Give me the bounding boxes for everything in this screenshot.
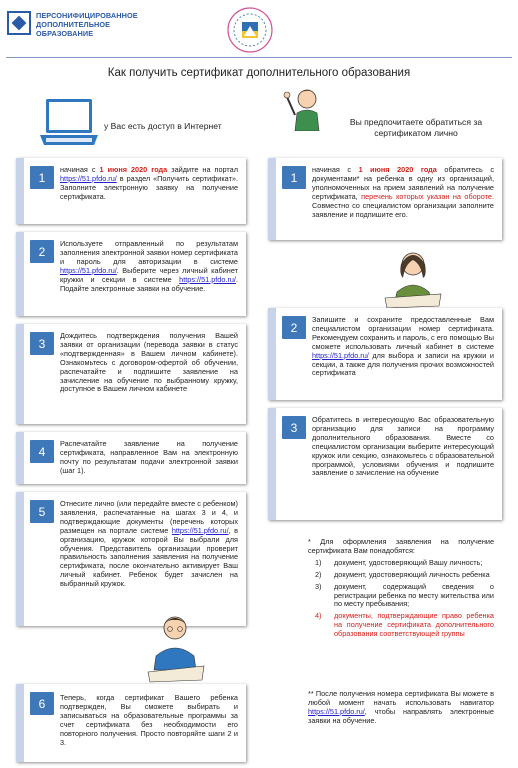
step-bar: [16, 324, 24, 424]
step-bar: [268, 308, 276, 400]
step-bar: [268, 158, 276, 240]
step-number: 2: [282, 316, 306, 339]
portal-link[interactable]: https://51.pfdo.ru/: [60, 173, 117, 183]
step-text: Теперь, когда сертификат Вашего ребенка подтвержден, Вы сможете выбирать и записываться на образовательные программы за счет сертификата без необходимости его повторного получения. Просто повторяйте шаги 2 и 3.: [60, 693, 238, 747]
step-number: 3: [30, 332, 54, 355]
left-step-6: [16, 684, 246, 762]
portal-link[interactable]: https://51.pfdo.ru/: [308, 706, 365, 716]
portal-link[interactable]: https://51.pfdo.ru/: [312, 350, 369, 360]
step-text: Используете отправленный по результатам заполнения электронной заявки номер сертификата и пароль для авторизации в системе https://51.pfdo.ru/. Выберите через личный кабинет кружки и секции в системе https://51.pfdo.ru/. Подайте электронные заявки на обучение.: [60, 239, 238, 293]
right-step-1: [268, 158, 502, 240]
documents-note-intro: * Для оформления заявления на получение сертификата Вам понадобятся:: [308, 537, 494, 555]
documents-list: [308, 559, 494, 639]
step-number: 3: [282, 416, 306, 439]
step-number: 2: [30, 240, 54, 263]
org-logo-text: ПЕРСОНИФИЦИРОВАННОЕ ДОПОЛНИТЕЛЬНОЕ ОБРАЗОВАНИЕ: [36, 11, 138, 38]
documents-list-item: 4) документы, подтверждающие право ребенка на получение сертификата дополнительного образования соответствующей группы: [315, 611, 494, 639]
right-step-2: [268, 308, 502, 400]
step-text: начиная с 1 июня 2020 года обратитесь с документами* на ребенка в одну из организаций, уполномоченных на прием заявлений на получение сертификата, перечень которых указан на обороте. Совместно со специалистом организации заполните заявление и подпишите его.: [312, 165, 494, 219]
header-divider: [6, 57, 512, 58]
left-step-3: [16, 324, 246, 424]
portal-link[interactable]: https://51.pfdo.ru/: [179, 274, 236, 284]
step-text: начиная с 1 июня 2020 года зайдите на портал https://51.pfdo.ru/ в раздел «Получить сертификат». Заполните электронную заявку на получение сертификата.: [60, 165, 238, 201]
right-step-3: [268, 408, 502, 520]
laptop-icon: [38, 97, 100, 149]
logo-icon: [7, 11, 31, 35]
step-bar: [268, 408, 276, 520]
step-number: 4: [30, 440, 54, 463]
documents-list-item: 3) документ, содержащий сведения о регистрации ребенка по месту жительства или по месту пребывания;: [315, 581, 494, 609]
step-bar: [16, 684, 24, 762]
step-number: 5: [30, 500, 54, 523]
step-text: Запишите и сохраните предоставленные Вам специалистом организации номер сертификата. Рекомендуем сохранить и пароль, с его помощью Вы сможете использовать личный кабинет в системе https://51.pfdo.ru/ для выбора и записи на кружки и секции, а также для получения прочих возможностей сертификата: [312, 315, 494, 378]
writing-boy-icon: [142, 610, 208, 684]
documents-list-item: 2) документ, удостоверяющий личность ребенка: [315, 569, 490, 579]
waving-child-icon: [283, 83, 327, 131]
step-number: 6: [30, 692, 54, 715]
step-number: 1: [30, 166, 54, 189]
emblem-icon: [226, 6, 274, 54]
portal-link[interactable]: https://51.pfdo.ru/: [60, 265, 117, 275]
navigator-note: ** После получения номера сертификата Вы можете в любой момент начать использовать навигатор https://51.pfdo.ru/, чтобы направлять электронные заявки на обучение.: [308, 689, 494, 725]
left-step-2: [16, 232, 246, 316]
step-bar: [16, 492, 24, 626]
step-bar: [16, 158, 24, 224]
left-step-1: [16, 158, 246, 224]
step-bar: [16, 232, 24, 316]
step-text: Распечатайте заявление на получение сертификата, направленное Вам на электронную почту по результатам подачи электронной заявки (шаг 1).: [60, 439, 238, 475]
documents-note: [308, 538, 494, 639]
step-text: Обратитесь в интересующую Вас образовательную организацию для записи на программу дополнительного образования. Вместе со специалистом организации выберите интересующий кружок или секцию, ознакомьтесь с образовательной программой, условиями обучения и подпишите заявление о зачисление на обучение: [312, 415, 494, 478]
step-text: Отнесите лично (или передайте вместе с ребенком) заявления, распечатанные на шагах 3 и 4, и подтверждающие документы (перечень которых размещен на портале системе https://51.pfdo.ru/, в организацию, кружок которой Вы выбрали для обучения. Представитель организации проверит правильность заполнения заявления на получение сертификата, после окончательно активирует Ваш личный кабинет. Ребенок будет зачислен на выбранный кружок.: [60, 499, 238, 589]
documents-list-item: 1) документ, удостоверяющий Вашу личность;: [315, 557, 483, 567]
step-bar: [16, 432, 24, 484]
portal-link[interactable]: https://51.pfdo.ru/: [171, 525, 229, 535]
left-step-4: [16, 432, 246, 484]
step-text: Дождитесь подтверждения получения Вашей заявки от организации (перевода заявки в статус «подтвержденная» в Вашем личном кабинете). Ознакомьтесь с договором-офертой об обучении, распечатайте и подпишите заявление на зачисление на обучение по выбранному кружку, доступное в Вашем личном кабинете: [60, 331, 238, 394]
right-column-heading: Вы предпочитаете обратиться за сертификатом лично: [349, 117, 483, 138]
left-column-heading: у Вас есть доступ в Интернет: [104, 121, 222, 131]
page-title: Как получить сертификат дополнительного образования: [107, 67, 411, 79]
writing-girl-icon: [377, 248, 447, 308]
step-number: 1: [282, 166, 306, 189]
left-step-5: [16, 492, 246, 626]
